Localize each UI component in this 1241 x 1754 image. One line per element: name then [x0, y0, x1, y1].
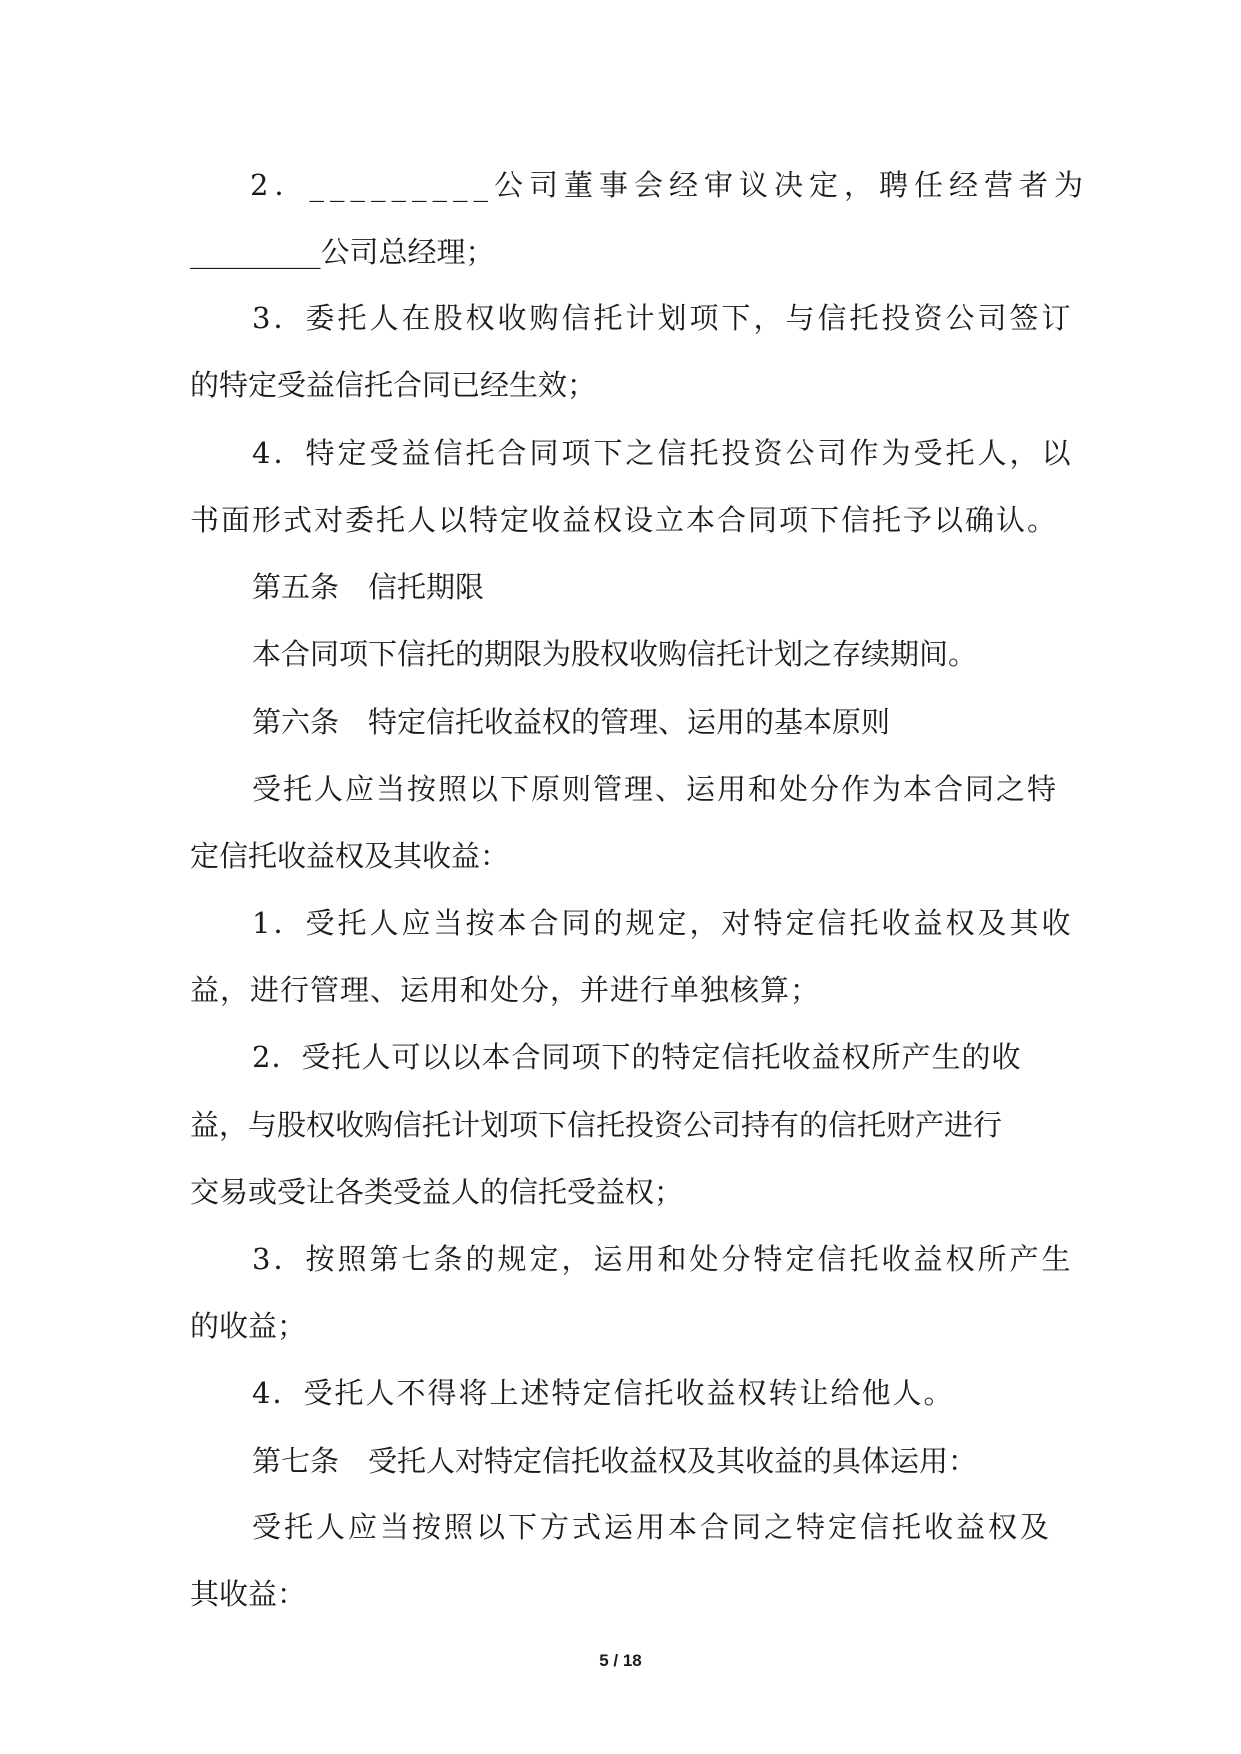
text-line: 受托人应当按照以下原则管理、运用和处分作为本合同之特 [252, 772, 1059, 806]
text-line: 4．特定受益信托合同项下之信托投资公司作为受托人，以 [252, 436, 1074, 470]
text-line: 3．按照第七条的规定，运用和处分特定信托收益权所产生 [252, 1242, 1074, 1276]
text-line: 4．受托人不得将上述特定信托收益权转让给他人。 [252, 1376, 955, 1410]
text-line: 益，进行管理、运用和处分，并进行单独核算； [190, 973, 821, 1007]
text-line: 的收益； [190, 1309, 307, 1343]
text-line: 益，与股权收购信托计划项下信托投资公司持有的信托财产进行 [190, 1108, 1003, 1142]
text-line: 交易或受让各类受益人的信托受益权； [190, 1175, 684, 1209]
section-heading: 第六条 特定信托收益权的管理、运用的基本原则 [252, 705, 891, 739]
text-line: 受托人应当按照以下方式运用本合同之特定信托收益权及 [252, 1510, 1053, 1544]
text-line: 书面形式对委托人以特定收益权设立本合同项下信托予以确认。 [190, 503, 1059, 537]
text-line: _________公司总经理； [190, 235, 495, 269]
page-number: 5 / 18 [599, 1651, 642, 1670]
text-line: 1．受托人应当按本合同的规定，对特定信托收益权及其收 [252, 906, 1074, 940]
text-line: 定信托收益权及其收益： [190, 839, 510, 873]
text-line: 的特定受益信托合同已经生效； [190, 368, 597, 402]
text-line: 2．_________公司董事会经审议决定，聘任经营者为 [250, 168, 1089, 202]
text-line: 其收益： [190, 1577, 307, 1611]
text-line: 2．受托人可以以本合同项下的特定信托收益权所产生的收 [252, 1040, 1022, 1074]
text-line: 本合同项下信托的期限为股权收购信托计划之存续期间。 [252, 637, 978, 671]
section-heading: 第七条 受托人对特定信托收益权及其收益的具体运用： [252, 1444, 978, 1478]
text-line: 3．委托人在股权收购信托计划项下，与信托投资公司签订 [252, 301, 1074, 335]
section-heading: 第五条 信托期限 [252, 570, 485, 604]
